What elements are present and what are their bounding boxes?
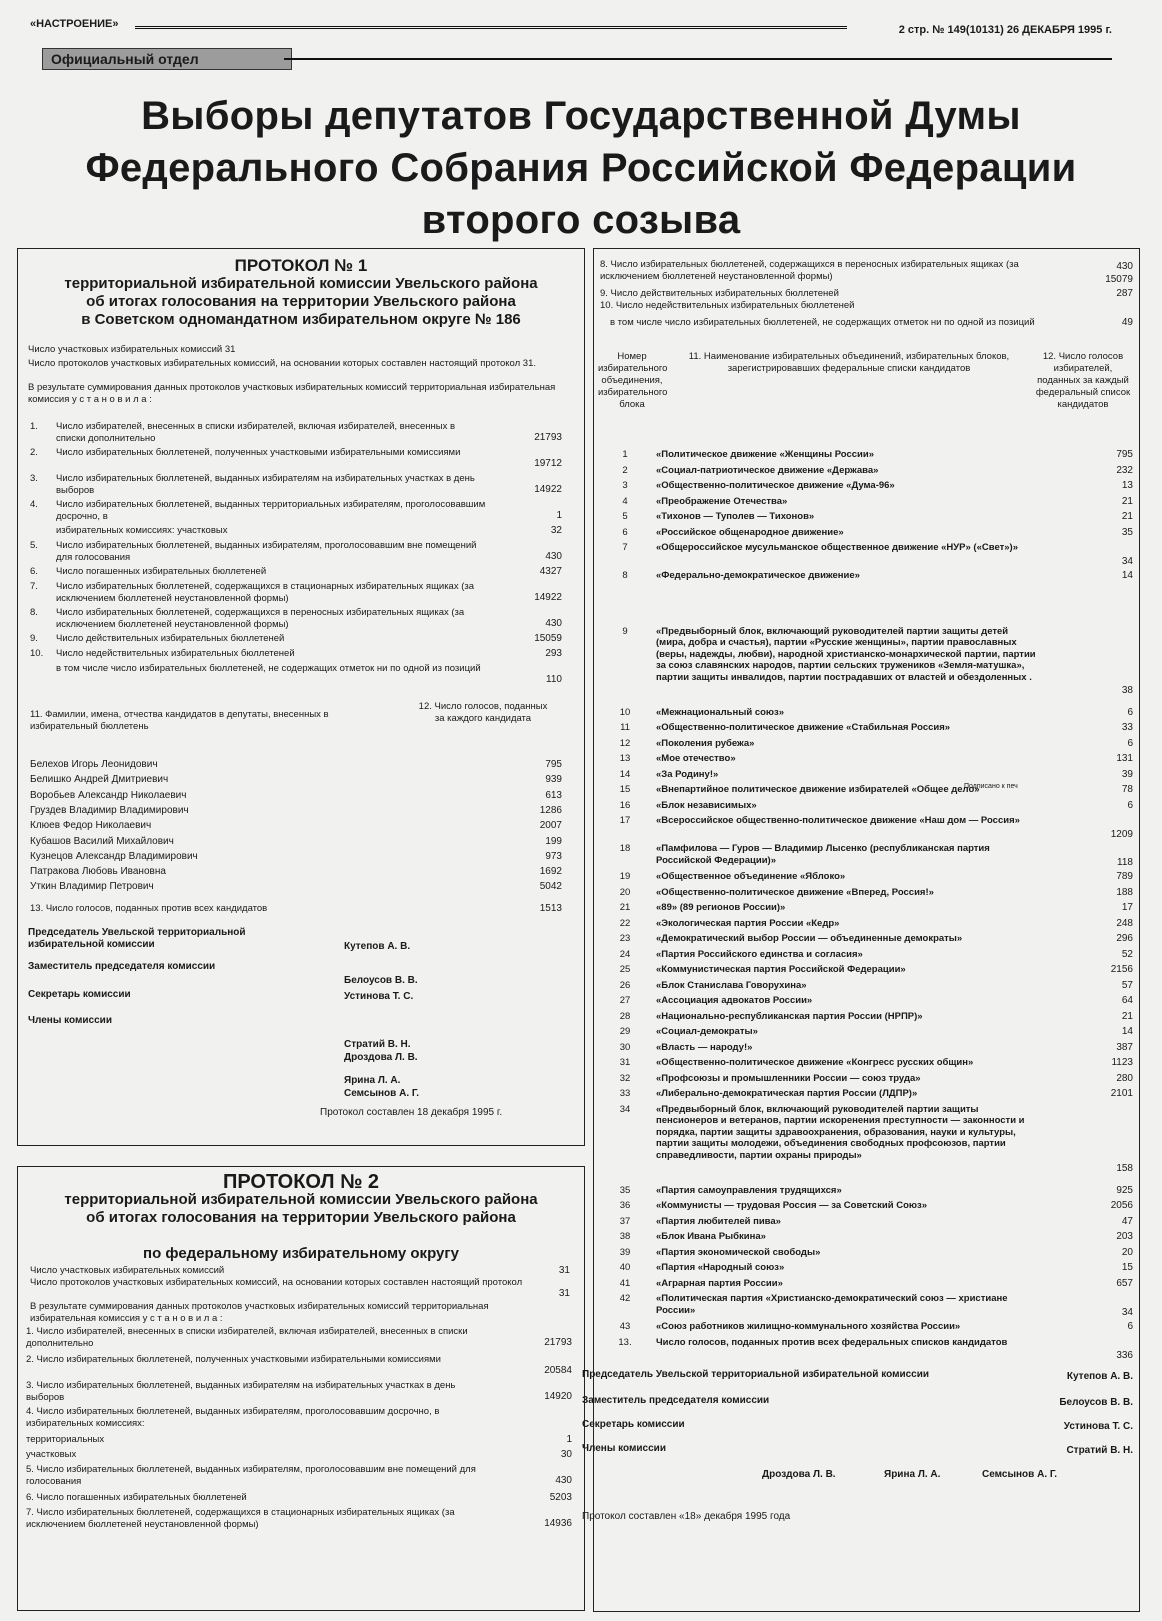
party-name: «Общественно-политическое движение «Дума-96» [656, 480, 895, 491]
candidate-votes: 2007 [539, 820, 562, 832]
party-number: 8 [622, 570, 628, 581]
party-votes: 15 [1121, 1262, 1133, 1273]
protocol-subheading: территориальной избирательной комиссии Увельского района [64, 1191, 538, 1208]
newspaper-name: «НАСТРОЕНИЕ» [30, 18, 119, 30]
party-name: «За Родину!» [656, 768, 719, 780]
intro-line: Число протоколов участковых избирательных комиссий, на основании которых составлен настоящий протокол 31. [28, 358, 537, 369]
signatory-name: Белоусов В. В. [1059, 1396, 1133, 1408]
intro-line: В результате суммирования данных протоколов участковых избирательных комиссий территориальная избирательная комиссия у с т а н о в и л а : [28, 382, 556, 405]
intro-line: Число протоколов участковых избирательных комиссий, на основании которых составлен настоящий протокол [30, 1277, 523, 1288]
party-votes: 14 [1121, 570, 1133, 581]
item-value: 21793 [544, 1337, 572, 1348]
party-votes: 203 [1116, 1231, 1133, 1242]
item-text: 1. Число избирателей, внесенных в списки избирателей, включая избирателей, внесенных в списки дополнительно [26, 1326, 468, 1349]
party-votes: 39 [1121, 768, 1133, 780]
protocol-2-heading [18, 1173, 584, 1263]
party-name: «Всероссийское общественно-политическое движение «Наш дом — Россия» [656, 815, 1020, 826]
party-name: «Ассоциация адвокатов России» [656, 995, 813, 1006]
party-number: 40 [619, 1262, 631, 1273]
party-votes: 131 [1116, 753, 1133, 764]
party-name: «Экологическая партия России «Кедр» [656, 917, 840, 929]
item-text: 4. Число избирательных бюллетеней, выданных избирателям, проголосовавшим досрочно, в избирательных комиссиях: [26, 1406, 440, 1429]
party-number: 38 [619, 1231, 631, 1242]
party-number: 3 [622, 480, 628, 491]
item-value: 19712 [534, 458, 562, 469]
party-name: «Мое отечество» [656, 753, 736, 764]
party-number: 43 [619, 1321, 631, 1332]
item-text: в том числе число избирательных бюллетеней, не содержащих отметок ни по одной из позиций [610, 317, 1035, 328]
item-text: 8. Число избирательных бюллетеней, содержащихся в переносных избирательных ящиках (за исключением бюллетеней неустановленной формы) [600, 259, 1019, 282]
party-name: «Блок Станислава Говорухина» [656, 979, 807, 991]
party-number: 11 [620, 722, 630, 733]
signatory-name: Устинова Т. С. [344, 990, 414, 1002]
title-line: второго созыва [421, 198, 741, 242]
party-name: «Социал-демократы» [656, 1026, 758, 1037]
party-name: «89» (89 регионов России)» [656, 902, 786, 913]
party-number: 17 [619, 815, 631, 826]
page-header [30, 10, 1112, 36]
column-header-votes: 12. Число голосов избирателей, поданных за каждый федеральный список кандидатов [1035, 351, 1131, 410]
candidate-votes: 795 [545, 759, 562, 770]
item-value: 14920 [544, 1391, 572, 1402]
party-votes: 20 [1121, 1246, 1133, 1258]
member-name: Семсынов А. Г. [982, 1468, 1058, 1480]
party-number: 21 [619, 902, 631, 913]
party-name: «Российское общенародное движение» [656, 526, 844, 538]
party-number: 36 [619, 1200, 631, 1211]
candidate-name: Белехов Игорь Леонидович [30, 759, 158, 770]
party-votes: 6 [1127, 737, 1133, 749]
party-votes: 17 [1121, 902, 1133, 913]
party-number: 29 [619, 1026, 631, 1037]
party-name: «Партия экономической свободы» [656, 1246, 821, 1258]
party-name: «Блок независимых» [656, 799, 757, 811]
candidate-votes: 199 [545, 835, 562, 847]
signatory-name: Кутепов А. В. [1066, 1370, 1133, 1382]
party-number: 14 [619, 768, 631, 780]
party-name: «Общественно-политическое движение «Конгресс русских общин» [656, 1057, 974, 1068]
party-votes: 34 [1121, 1306, 1133, 1318]
member-name: Ярина Л. А. [884, 1468, 941, 1480]
member-name: Дроздова Л. В. [344, 1051, 418, 1063]
party-number: 13. [618, 1336, 632, 1348]
party-votes: 789 [1116, 871, 1133, 882]
protocol-date: Протокол составлен 18 декабря 1995 г. [320, 1106, 503, 1118]
member-name: Дроздова Л. В. [762, 1468, 836, 1480]
party-number: 23 [619, 933, 631, 944]
item-text: 6. Число погашенных избирательных бюллетеней [26, 1492, 247, 1503]
item-number: 7. [30, 581, 38, 592]
against-all-value: 1513 [539, 902, 562, 914]
party-votes: 1123 [1111, 1057, 1133, 1068]
item-text: Число избирательных бюллетеней, содержащихся в переносных избирательных ящиках (за исключением бюллетеней неустановленной формы) [56, 607, 465, 630]
party-name: «Общественное объединение «Яблоко» [656, 871, 846, 882]
party-number: 25 [619, 964, 631, 975]
party-votes: 21 [1121, 1010, 1133, 1022]
party-number: 41 [619, 1277, 631, 1289]
party-name: «Профсоюзы и промышленники России — союз труда» [656, 1072, 921, 1084]
protocol-2 [17, 1166, 585, 1611]
item-value: 15079 [1105, 274, 1133, 285]
candidate-name: Кузнецов Александр Владимирович [30, 850, 198, 862]
party-votes: 248 [1116, 917, 1133, 929]
party-number: 15 [619, 784, 631, 795]
party-name: «Межнациональный союз» [656, 706, 785, 718]
item-text: в том числе число избирательных бюллетеней, не содержащих отметок ни по одной из позиций [56, 663, 481, 674]
party-votes: 6 [1127, 799, 1133, 811]
party-number: 2 [622, 464, 628, 476]
party-number: 10 [619, 706, 631, 718]
candidate-name: Клюев Федор Николаевич [30, 820, 152, 832]
item-value: 49 [1121, 317, 1133, 328]
candidate-votes: 613 [545, 789, 562, 801]
item-value: 430 [545, 551, 562, 562]
intro-line: Число участковых избирательных комиссий [30, 1265, 225, 1276]
item-text: Число избирательных бюллетеней, полученных участковыми избирательными комиссиями [56, 447, 461, 458]
candidate-votes: 1286 [539, 804, 562, 816]
party-votes: 21 [1121, 511, 1133, 522]
party-name: Число голосов, поданных против всех федеральных списков кандидатов [656, 1336, 1008, 1348]
party-number: 20 [619, 886, 631, 898]
item-text: Число избирательных бюллетеней, содержащихся в стационарных избирательных ящиках (за исключением бюллетеней неустановленной формы) [56, 581, 475, 604]
candidate-name: Белишко Андрей Дмитриевич [30, 774, 169, 786]
column-header-number: Номер избирательного объединения, избирательного блока [598, 351, 668, 410]
signatory-role: Секретарь комиссии [582, 1418, 685, 1430]
item-value: 15059 [534, 633, 562, 644]
party-number: 7 [622, 542, 628, 553]
member-name: Семсынов А. Г. [344, 1087, 420, 1099]
party-name: «Союз работников жилищно-коммунального хозяйства России» [656, 1321, 961, 1332]
party-name: «Внепартийное политическое движение избирателей «Общее дело» [656, 784, 980, 795]
party-number: 26 [619, 979, 631, 991]
page-title [40, 90, 1122, 246]
party-votes: 57 [1121, 979, 1133, 991]
item-text: 5. Число избирательных бюллетеней, выданных избирателям, проголосовавшим вне помещений для голосования [26, 1464, 476, 1487]
protocol-1-heading [18, 257, 584, 329]
item-value: 32 [550, 525, 562, 536]
party-votes: 2056 [1110, 1200, 1133, 1211]
intro-value: 31 [558, 1288, 570, 1299]
party-name: «Предвыборный блок, включающий руководителей партии защиты детей (мира, добра и счастья), партии «Русские женщины», партии православных (веры, надежды, любви), народной христианско-монархической партии, партии за союз славянских народов, партии сельских тружеников «Земля-матушка», партии защиты инвалидов, партии пострадавших от властей и обездоленных . [656, 625, 1036, 683]
signatory-name: Белоусов В. В. [344, 974, 418, 986]
party-votes: 280 [1116, 1072, 1133, 1084]
column-header-11: 11. Фамилии, имена, отчества кандидатов в депутаты, внесенных в избирательный бюллетень [30, 709, 329, 732]
party-votes: 35 [1121, 526, 1133, 538]
signatory-role: Заместитель председателя комиссии [28, 960, 216, 972]
department-rule [284, 58, 1112, 60]
party-number: 33 [619, 1088, 631, 1099]
protocol-subheading: об итогах голосования на территории Увельского района [86, 293, 516, 310]
party-votes: 2156 [1110, 964, 1133, 975]
item-value: 430 [545, 618, 562, 629]
item-value: 30 [560, 1449, 572, 1460]
party-name: «Демократический выбор России — объединенные демократы» [656, 933, 963, 944]
party-number: 28 [619, 1010, 631, 1022]
party-number: 42 [619, 1293, 631, 1304]
item-number: 4. [30, 499, 38, 510]
item-text: Число избирательных бюллетеней, выданных территориальных избирателям, проголосовавшим досрочно, в [56, 499, 486, 522]
item-text: Число действительных избирательных бюллетеней [56, 633, 285, 644]
party-number: 18 [619, 843, 631, 854]
party-name: «Политическая партия «Христианско-демократический союз — христиане России» [656, 1293, 1008, 1316]
party-number: 37 [619, 1215, 631, 1227]
party-name: «Памфилова — Гуров — Владимир Лысенко (республиканская партия Российской Федерации)» [656, 843, 990, 866]
party-votes: 188 [1116, 886, 1133, 898]
protocol-subheading: об итогах голосования на территории Увельского района [86, 1209, 516, 1226]
item-number: 2. [30, 447, 38, 458]
issue-info: 2 стр. № 149(10131) 26 ДЕКАБРЯ 1995 г. [898, 24, 1112, 36]
item-value: 20584 [544, 1365, 572, 1376]
against-all-text: 13. Число голосов, поданных против всех кандидатов [30, 902, 268, 914]
candidate-votes: 939 [545, 774, 562, 786]
party-name: «Социал-патриотическое движение «Держава» [656, 464, 879, 476]
item-text: 7. Число избирательных бюллетеней, содержащихся в стационарных избирательных ящиках (за исключением бюллетеней неустановленной формы) [26, 1507, 455, 1530]
item-value: 14936 [544, 1518, 572, 1529]
item-value: 430 [555, 1475, 572, 1486]
party-name: «Власть — народу!» [656, 1041, 753, 1053]
party-number: 16 [619, 799, 631, 811]
item-number: 9. [30, 633, 38, 644]
party-name: «Общественно-политическое движение «Вперед, Россия!» [656, 886, 934, 898]
party-votes: 1209 [1110, 828, 1133, 840]
candidate-name: Кубашов Василий Михайлович [30, 835, 174, 847]
column-header-12: 12. Число голосов, поданных за каждого кандидата [418, 701, 548, 724]
party-name: «Партия любителей пива» [656, 1215, 781, 1227]
party-number: 31 [619, 1057, 631, 1068]
item-value: 293 [545, 648, 562, 659]
item-number: 8. [30, 607, 38, 618]
party-name: «Общероссийское мусульманское общественное движение «НУР» («Свет»)» [656, 542, 1018, 553]
item-number: 3. [30, 473, 38, 484]
protocol-subheading: территориальной избирательной комиссии Увельского района [64, 275, 538, 292]
title-line: Выборы депутатов Государственной Думы [141, 94, 1021, 138]
item-number: 1. [30, 421, 38, 432]
party-votes: 64 [1121, 995, 1133, 1006]
item-text: 10. Число недействительных избирательных бюллетеней [600, 300, 855, 311]
item-text: участковых [26, 1449, 77, 1460]
signatory-name: Стратий В. Н. [1066, 1444, 1133, 1456]
intro-line: В результате суммирования данных протоколов участковых избирательных комиссий территориальная избирательная комиссия у с т а н о в и л а : [30, 1301, 489, 1324]
party-number: 19 [619, 871, 631, 882]
item-text: Число избирателей, внесенных в списки избирателей, включая избирателей, внесенных в списки дополнительно [56, 421, 456, 444]
party-name: «Аграрная партия России» [656, 1277, 783, 1289]
party-number: 24 [619, 948, 631, 960]
party-votes: 6 [1127, 706, 1133, 718]
party-name: «Национально-республиканская партия России (НРПР)» [656, 1010, 923, 1022]
party-votes: 6 [1127, 1321, 1133, 1332]
item-value: 110 [546, 674, 562, 685]
party-votes: 296 [1116, 933, 1133, 944]
signatory-role: Заместитель председателя комиссии [582, 1394, 770, 1406]
protocol-subheading: в Советском одномандатном избирательном округе № 186 [81, 311, 521, 328]
party-name: «Блок Ивана Рыбкина» [656, 1231, 766, 1242]
party-name: «Тихонов — Туполев — Тихонов» [656, 511, 815, 522]
item-value: 287 [1116, 288, 1133, 299]
item-text: Число избирательных бюллетеней, выданных избирателям на избирательных участках в день выборов [56, 473, 475, 496]
signatory-role: Члены комиссии [28, 1014, 112, 1026]
title-line: Федерального Собрания Российской Федерации [85, 146, 1077, 190]
intro-value: 31 [558, 1265, 570, 1276]
party-votes: 387 [1116, 1041, 1133, 1053]
party-votes: 52 [1121, 948, 1133, 960]
item-value: 1 [566, 1434, 572, 1445]
item-value: 21793 [534, 432, 562, 443]
party-votes: 47 [1121, 1215, 1133, 1227]
party-votes: 14 [1121, 1026, 1133, 1037]
party-name: «Федерально-демократическое движение» [656, 570, 860, 581]
signatory-role: Председатель Увельской территориальной избирательной комиссии [28, 926, 246, 950]
party-name: «Коммунистическая партия Российской Федерации» [656, 964, 906, 975]
protocol-district: по федеральному избирательному округу [143, 1245, 459, 1262]
item-text: 3. Число избирательных бюллетеней, выданных избирателям на избирательных участках в день выборов [26, 1380, 456, 1403]
protocol-number: ПРОТОКОЛ № 2 [222, 1171, 380, 1193]
item-number: 6. [30, 566, 38, 577]
party-name: «Либерально-демократическая партия России (ЛДПР)» [656, 1088, 918, 1099]
item-number: 5. [30, 540, 38, 551]
party-number: 27 [619, 995, 631, 1006]
party-votes: 2101 [1110, 1088, 1133, 1099]
party-votes: 13 [1121, 480, 1133, 491]
party-votes: 795 [1116, 449, 1133, 460]
department-label: Официальный отдел [42, 48, 292, 70]
candidate-name: Воробьев Александр Николаевич [30, 789, 187, 801]
item-value: 430 [1116, 261, 1133, 272]
party-votes: 78 [1121, 784, 1133, 795]
column-header-name: 11. Наименование избирательных объединений, избирательных блоков, зарегистрировавших федеральные списки кандидатов [688, 351, 1010, 374]
party-number: 9 [622, 625, 628, 637]
item-value: 14922 [534, 592, 562, 603]
party-votes: 925 [1116, 1184, 1133, 1196]
party-votes: 232 [1116, 464, 1133, 476]
signatory-role: Председатель Увельской территориальной избирательной комиссии [582, 1368, 930, 1380]
party-name: «Предвыборный блок, включающий руководителей партии защиты пенсионеров и ветеранов, партии искоренения преступности — законности и порядка, партии защиты здравоохранения, образования, науки и культуры, партии защиты молодежи, объединения свободных профсоюзов, партии справедливости, партии охраны природы» [656, 1103, 1025, 1161]
item-text: Число погашенных избирательных бюллетеней [56, 566, 267, 577]
party-number: 13 [619, 753, 631, 764]
signatory-name: Устинова Т. С. [1063, 1420, 1133, 1432]
item-text: Число избирательных бюллетеней, выданных избирателям, проголосовавшим вне помещений для голосования [56, 540, 477, 563]
item-text: Число недействительных избирательных бюллетеней [56, 648, 295, 659]
party-number: 4 [622, 495, 628, 507]
party-name: «Партия Российского единства и согласия» [656, 948, 863, 960]
party-votes: 38 [1121, 685, 1133, 696]
item-number: 10. [30, 648, 44, 659]
party-votes: 21 [1121, 495, 1133, 507]
signatory-role: Члены комиссии [582, 1442, 666, 1454]
party-votes: 33 [1121, 722, 1133, 733]
item-value: 1 [556, 510, 562, 521]
item-text: избирательных комиссиях: участковых [56, 525, 228, 536]
party-name: «Общественно-политическое движение «Стабильная Россия» [656, 722, 951, 733]
party-votes: 34 [1121, 555, 1133, 567]
protocol-2-continued [582, 248, 1140, 1612]
protocol-1 [17, 248, 585, 1146]
party-number: 35 [619, 1184, 631, 1196]
party-number: 6 [622, 526, 628, 538]
party-votes: 118 [1117, 856, 1133, 868]
signatory-name: Кутепов А. В. [344, 940, 411, 952]
header-rule [135, 26, 847, 29]
item-value: 4327 [539, 566, 562, 577]
protocol-number: ПРОТОКОЛ № 1 [234, 256, 368, 275]
party-number: 32 [619, 1072, 631, 1084]
party-votes: 657 [1116, 1277, 1133, 1289]
party-name: «Коммунисты — трудовая Россия — за Советский Союз» [656, 1200, 928, 1211]
member-name: Ярина Л. А. [344, 1074, 401, 1086]
item-value: 5203 [549, 1492, 572, 1503]
protocol-date: Протокол составлен «18» декабря 1995 года [582, 1510, 791, 1522]
party-votes: 336 [1116, 1350, 1133, 1361]
candidate-name: Уткин Владимир Петрович [30, 881, 154, 893]
party-number: 34 [619, 1103, 631, 1115]
party-number: 22 [619, 917, 631, 929]
party-number: 39 [619, 1246, 631, 1258]
signatory-role: Секретарь комиссии [28, 988, 131, 1000]
party-number: 12 [619, 737, 631, 749]
party-name: «Преображение Отечества» [656, 495, 788, 507]
item-text: 9. Число действительных избирательных бюллетеней [600, 288, 839, 299]
margin-note: Подписано к печ [964, 783, 1018, 790]
party-name: «Политическое движение «Женщины России» [656, 449, 875, 460]
candidate-name: Груздев Владимир Владимирович [30, 804, 189, 816]
party-name: «Партия самоуправления трудящихся» [656, 1184, 842, 1196]
party-number: 30 [619, 1041, 631, 1053]
member-name: Стратий В. Н. [344, 1038, 411, 1050]
candidate-votes: 5042 [539, 881, 562, 893]
party-votes: 158 [1116, 1163, 1133, 1174]
party-name: «Поколения рубежа» [656, 737, 755, 749]
party-number: 1 [622, 449, 628, 460]
candidate-votes: 973 [545, 850, 562, 862]
item-text: 2. Число избирательных бюллетеней, полученных участковыми избирательными комиссиями [26, 1354, 441, 1365]
party-name: «Партия «Народный союз» [656, 1262, 785, 1273]
party-number: 5 [622, 511, 628, 522]
candidate-name: Патракова Любовь Ивановна [30, 866, 166, 878]
intro-line: Число участковых избирательных комиссий 31 [28, 344, 236, 355]
item-text: территориальных [26, 1434, 105, 1445]
candidate-votes: 1692 [539, 866, 562, 878]
item-value: 14922 [534, 484, 562, 495]
